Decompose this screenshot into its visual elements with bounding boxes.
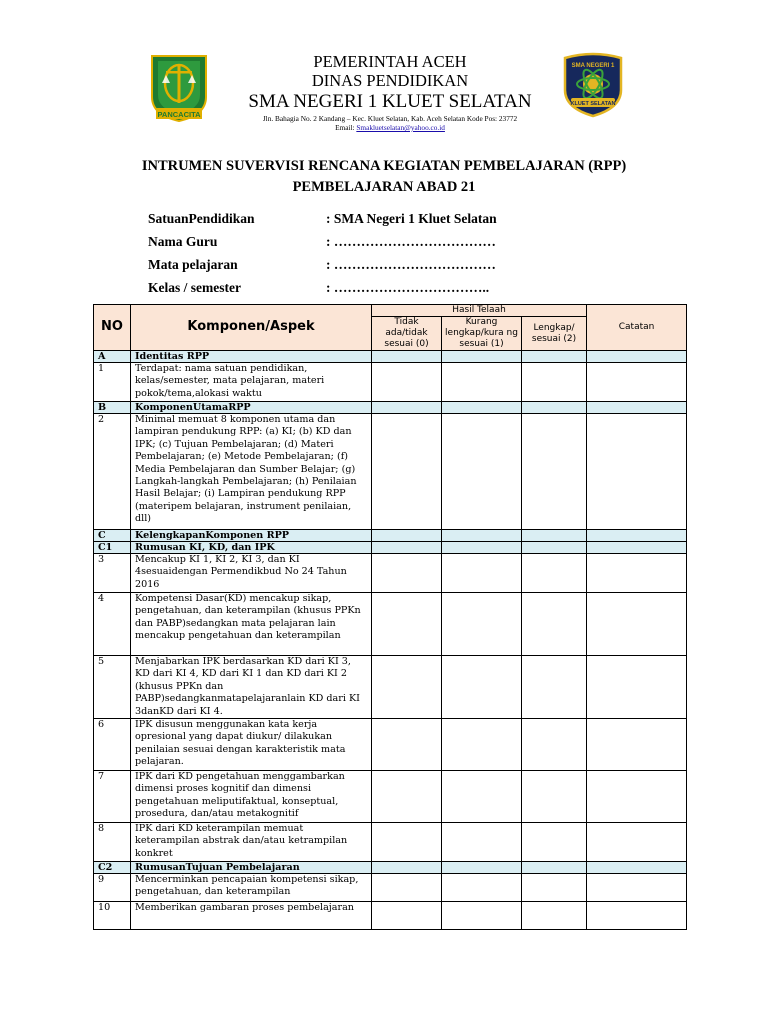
score-cell-0[interactable] — [372, 593, 442, 656]
row-text: KelengkapanKomponen RPP — [131, 530, 372, 542]
school-address: Jln. Bahagia No. 2 Kandang – Kec. Kluet Selatan, Kab. Aceh Selatan Kode Pos: 23772 — [262, 114, 518, 123]
score-cell-1 — [442, 530, 522, 542]
row-text: Minimal memuat 8 komponen utama dan lampiran pendukung RPP: (a) KI; (b) KD dan IPK; (c) Tujuan Pembelajaran; (d) Materi Pembelajaran; (e) Metode Pembelajaran; (f) Media Pembelajaran dan Sumber Belajar; (g) Langkah-langkah Pembelajaran; (h) Penilaian Hasil Belajar; (i) Lampiran pendukung RPP (materipem belajaran, instrument penilaian, dll) — [131, 414, 372, 530]
email-link[interactable]: Smakluetselatan@yahoo.co.id — [356, 123, 445, 132]
score-cell-2[interactable] — [522, 363, 587, 402]
score-cell-0[interactable] — [372, 823, 442, 862]
info-value: : SMA Negeri 1 Kluet Selatan — [326, 211, 497, 226]
notes-cell — [587, 530, 687, 542]
info-label: Kelas / semester — [148, 280, 241, 295]
score-cell-1 — [442, 351, 522, 363]
score-cell-0[interactable] — [372, 874, 442, 902]
row-no: 10 — [94, 902, 131, 930]
row-no: 1 — [94, 363, 131, 402]
table-row — [94, 771, 687, 823]
score-cell-2[interactable] — [522, 554, 587, 593]
score-cell-0 — [372, 351, 442, 363]
score-cell-2[interactable] — [522, 414, 587, 530]
table-row — [94, 823, 687, 862]
notes-cell — [587, 402, 687, 414]
letterhead — [200, 52, 580, 132]
header-catatan: Catatan — [587, 305, 687, 351]
section-row — [94, 402, 687, 414]
info-label: SatuanPendidikan — [148, 211, 255, 226]
score-cell-0[interactable] — [372, 656, 442, 719]
score-cell-2 — [522, 402, 587, 414]
score-cell-0[interactable] — [372, 363, 442, 402]
row-text: KomponenUtamaRPP — [131, 402, 372, 414]
document-subtitle: PEMBELAJARAN ABAD 21 — [292, 179, 476, 195]
table-row — [94, 874, 687, 902]
logo-left-text: PANCACITA — [157, 110, 201, 119]
assessment-table — [93, 304, 687, 930]
score-cell-1 — [442, 862, 522, 874]
row-text: Identitas RPP — [131, 351, 372, 363]
school-badge-logo — [562, 52, 624, 118]
table-row — [94, 719, 687, 771]
info-label: Mata pelajaran — [148, 257, 238, 272]
score-cell-0[interactable] — [372, 719, 442, 771]
notes-cell[interactable] — [587, 656, 687, 719]
score-cell-2 — [522, 542, 587, 554]
notes-cell — [587, 351, 687, 363]
score-cell-1[interactable] — [442, 874, 522, 902]
table-row — [94, 656, 687, 719]
row-text: Mencakup KI 1, KI 2, KI 3, dan KI 4sesuaidengan Permendikbud No 24 Tahun 2016 — [131, 554, 372, 593]
row-text: RumusanTujuan Pembelajaran — [131, 862, 372, 874]
score-cell-1[interactable] — [442, 771, 522, 823]
section-row — [94, 862, 687, 874]
row-no: 7 — [94, 771, 131, 823]
score-cell-1[interactable] — [442, 719, 522, 771]
table-row — [94, 554, 687, 593]
score-cell-1[interactable] — [442, 656, 522, 719]
school-name: SMA NEGERI 1 KLUET SELATAN — [248, 91, 532, 112]
school-email-line — [200, 123, 580, 132]
score-cell-0[interactable] — [372, 554, 442, 593]
score-cell-2 — [522, 862, 587, 874]
letterhead-line2: DINAS PENDIDIKAN — [311, 71, 469, 90]
row-text: IPK dari KD keterampilan memuat keterampilan abstrak dan/atau ketrampilan konkret — [131, 823, 372, 862]
row-text: IPK disusun menggunakan kata kerja opresional yang dapat diukur/ dilakukan penilaian sesuai dengan karakteristik mata pelajaran. — [131, 719, 372, 771]
notes-cell[interactable] — [587, 719, 687, 771]
notes-cell[interactable] — [587, 363, 687, 402]
logo-right-top-text: SMA NEGERI 1 — [571, 63, 615, 69]
notes-cell[interactable] — [587, 554, 687, 593]
score-cell-0[interactable] — [372, 771, 442, 823]
row-text: Mencerminkan pencapaian kompetensi sikap, pengetahuan, dan keterampilan — [131, 874, 372, 902]
section-row — [94, 542, 687, 554]
info-value: : ……………………………… — [326, 234, 496, 249]
row-no: C — [94, 530, 131, 542]
notes-cell[interactable] — [587, 823, 687, 862]
section-row — [94, 530, 687, 542]
row-no: 4 — [94, 593, 131, 656]
row-no: 5 — [94, 656, 131, 719]
score-cell-2[interactable] — [522, 593, 587, 656]
table-row — [94, 902, 687, 930]
info-label: Nama Guru — [148, 234, 218, 249]
notes-cell — [587, 862, 687, 874]
header-no: NO — [94, 305, 131, 351]
table-row — [94, 414, 687, 530]
row-no: A — [94, 351, 131, 363]
header-kurang-sesuai: Kurang lengkap/kura ng sesuai (1) — [442, 317, 522, 351]
score-cell-1[interactable] — [442, 902, 522, 930]
notes-cell[interactable] — [587, 771, 687, 823]
document-title: INTRUMEN SUVERVISI RENCANA KEGIATAN PEMBELAJARAN (RPP) — [141, 158, 627, 174]
score-cell-1[interactable] — [442, 554, 522, 593]
score-cell-0 — [372, 542, 442, 554]
score-cell-1[interactable] — [442, 593, 522, 656]
header-lengkap-sesuai: Lengkap/ sesuai (2) — [522, 317, 587, 351]
score-cell-0 — [372, 530, 442, 542]
row-text: Menjabarkan IPK berdasarkan KD dari KI 3, KD dari KI 4, KD dari KI 1 dan KD dari KI 2 (khusus PPKn dan PABP)sedangkanmatapelajaranlain KD dari KI 3danKD dari KI 4. — [131, 656, 372, 719]
row-no: 9 — [94, 874, 131, 902]
row-no: C2 — [94, 862, 131, 874]
notes-cell — [587, 542, 687, 554]
row-no: 3 — [94, 554, 131, 593]
row-no: 8 — [94, 823, 131, 862]
row-no: 6 — [94, 719, 131, 771]
row-text: Memberikan gambaran proses pembelajaran — [131, 902, 372, 930]
score-cell-1 — [442, 402, 522, 414]
row-text: Kompetensi Dasar(KD) mencakup sikap, pengetahuan, dan keterampilan (khusus PPKn dan PABP)sedangkan mata pelajaran lain mencakup pengetahuan dan keterampilan — [131, 593, 372, 656]
score-cell-0 — [372, 862, 442, 874]
score-cell-2[interactable] — [522, 771, 587, 823]
info-value: : ……………………………… — [326, 257, 496, 272]
row-text: IPK dari KD pengetahuan menggambarkan dimensi proses kognitif dan dimensi pengetahuan meliputifaktual, konseptual, prosedura, dan/atau metakognitif — [131, 771, 372, 823]
score-cell-2[interactable] — [522, 902, 587, 930]
notes-cell[interactable] — [587, 902, 687, 930]
score-cell-2 — [522, 530, 587, 542]
row-no: 2 — [94, 414, 131, 530]
notes-cell[interactable] — [587, 874, 687, 902]
letterhead-line1: PEMERINTAH ACEH — [313, 52, 467, 71]
score-cell-1[interactable] — [442, 414, 522, 530]
score-cell-2[interactable] — [522, 656, 587, 719]
row-text: Rumusan KI, KD, dan IPK — [131, 542, 372, 554]
row-no: B — [94, 402, 131, 414]
score-cell-2 — [522, 351, 587, 363]
notes-cell[interactable] — [587, 593, 687, 656]
email-label: Email: — [335, 123, 357, 132]
score-cell-1[interactable] — [442, 823, 522, 862]
score-cell-2[interactable] — [522, 823, 587, 862]
score-cell-0[interactable] — [372, 414, 442, 530]
table-row — [94, 363, 687, 402]
score-cell-1 — [442, 542, 522, 554]
row-no: C1 — [94, 542, 131, 554]
logo-right-bottom-text: KLUET SELATAN — [570, 101, 616, 107]
score-cell-0[interactable] — [372, 902, 442, 930]
score-cell-2[interactable] — [522, 719, 587, 771]
header-hasil-telaah: Hasil Telaah — [372, 305, 587, 317]
score-cell-2[interactable] — [522, 874, 587, 902]
table-row — [94, 593, 687, 656]
notes-cell[interactable] — [587, 414, 687, 530]
header-komponen: Komponen/Aspek — [131, 305, 372, 351]
header-tidak-sesuai: Tidak ada/tidak sesuai (0) — [372, 317, 442, 351]
row-text: Terdapat: nama satuan pendidikan, kelas/semester, mata pelajaran, materi pokok/tema,alokasi waktu — [131, 363, 372, 402]
score-cell-0 — [372, 402, 442, 414]
info-value: : …………………………….. — [326, 280, 490, 295]
section-row — [94, 351, 687, 363]
score-cell-1[interactable] — [442, 363, 522, 402]
